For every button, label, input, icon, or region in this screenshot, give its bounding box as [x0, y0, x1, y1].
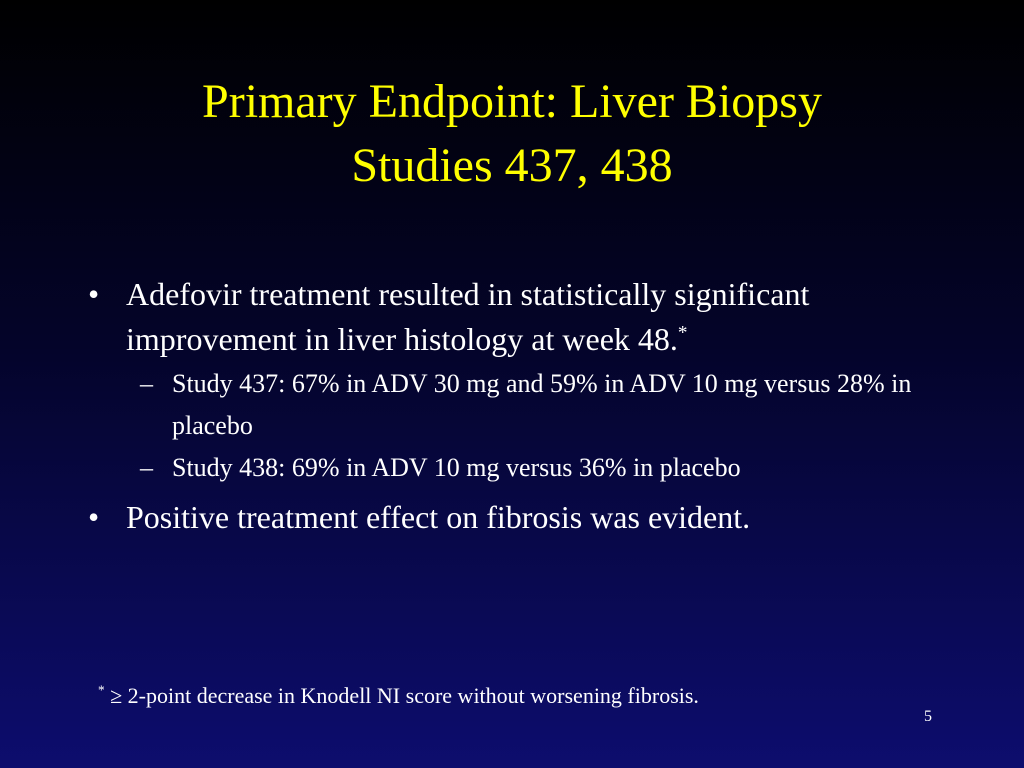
- title-line-2: Studies 437, 438: [351, 139, 673, 192]
- bullet-item: [82, 495, 952, 540]
- footnote-text: ≥ 2-point decrease in Knodell NI score without worsening fibrosis.: [110, 683, 699, 708]
- footnote: [98, 680, 699, 712]
- sub-bullet-item: [82, 447, 952, 489]
- sub-bullet-text: Study 438: 69% in ADV 10 mg versus 36% in placebo: [172, 453, 741, 482]
- sub-bullet-text: Study 437: 67% in ADV 30 mg and 59% in ADV 10 mg versus 28% in placebo: [172, 369, 912, 440]
- sub-bullet-item: [82, 363, 952, 447]
- bullet-marker: •: [88, 276, 100, 312]
- slide-title: [60, 70, 964, 198]
- footnote-reference: *: [677, 322, 688, 344]
- title-line-1: Primary Endpoint: Liver Biopsy: [202, 75, 822, 128]
- bullet-item: [82, 272, 952, 362]
- sub-bullet-marker: –: [140, 453, 153, 482]
- bullet-marker: •: [88, 499, 100, 535]
- page-number: 5: [924, 708, 932, 725]
- sub-bullet-marker: –: [140, 369, 153, 398]
- slide-body: [82, 272, 952, 543]
- footnote-marker: *: [98, 682, 105, 698]
- sub-bullet-list: [82, 363, 952, 489]
- bullet-text: Positive treatment effect on fibrosis was evident.: [126, 499, 751, 535]
- bullet-text: Adefovir treatment resulted in statistically significant improvement in liver histology at week 48.: [126, 276, 810, 357]
